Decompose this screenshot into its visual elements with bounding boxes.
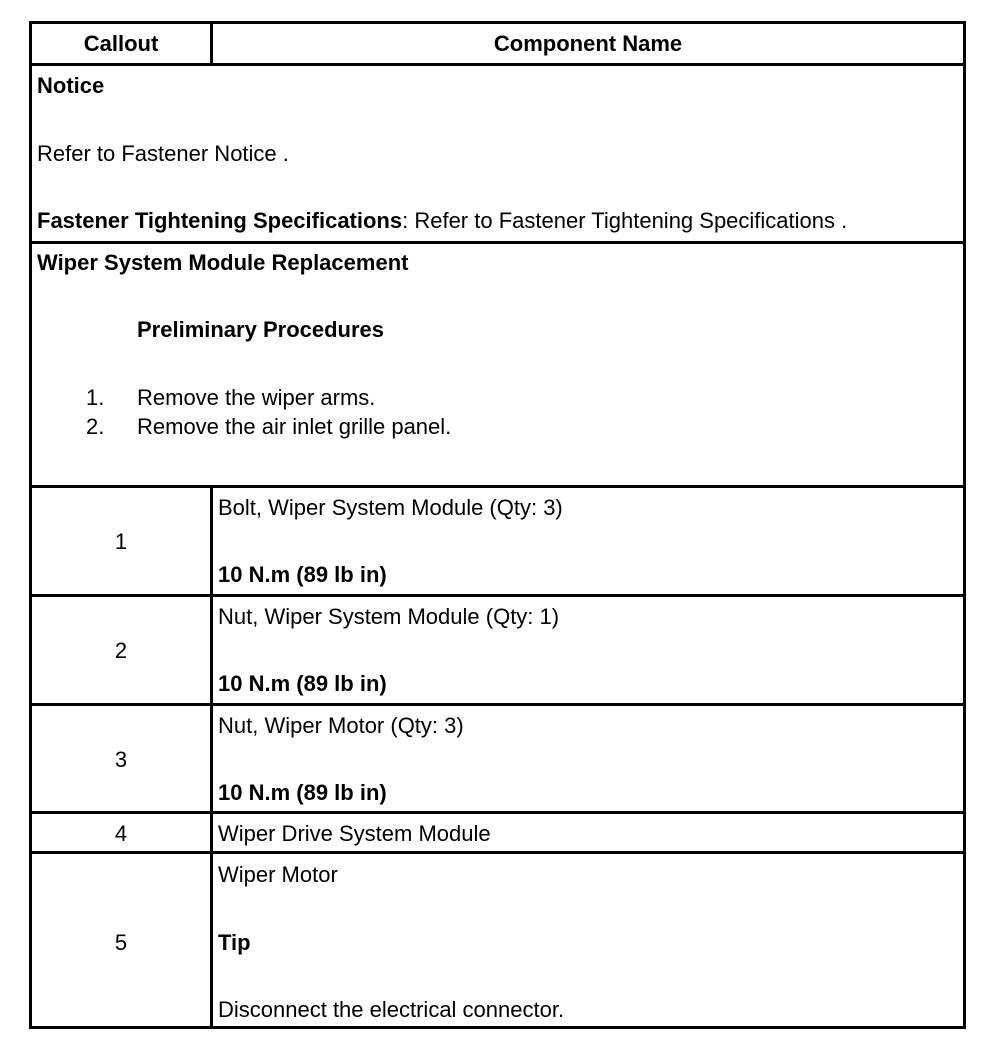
row-divider (32, 851, 963, 854)
notice-text: Refer to Fastener Notice . (37, 141, 289, 166)
tip-text: Disconnect the electrical connector. (218, 997, 565, 1022)
procedure-title: Wiper System Module Replacement (37, 250, 409, 275)
row-divider (32, 811, 963, 814)
torque-spec: 10 N.m (89 lb in) (218, 671, 387, 696)
callout-number: 4 (114, 821, 128, 846)
step-text: Remove the wiper arms. (137, 385, 376, 410)
tip-label: Tip (218, 930, 251, 955)
header-component-name: Component Name (493, 31, 683, 56)
step-number: 1. (86, 385, 105, 410)
component-name: Wiper Motor (218, 862, 338, 887)
row-divider (32, 703, 963, 706)
row-divider (32, 485, 963, 488)
procedure-subtitle: Preliminary Procedures (137, 317, 385, 342)
component-name: Nut, Wiper System Module (Qty: 1) (218, 604, 560, 629)
callout-number: 2 (114, 638, 128, 663)
column-divider (210, 485, 213, 1026)
spec-text: : Refer to Fastener Tightening Specifications . (402, 208, 848, 233)
component-name: Wiper Drive System Module (218, 821, 491, 846)
row-divider (32, 241, 963, 244)
torque-spec: 10 N.m (89 lb in) (218, 780, 387, 805)
callout-number: 3 (114, 747, 128, 772)
spec-label: Fastener Tightening Specifications (37, 208, 403, 233)
step-text: Remove the air inlet grille panel. (137, 414, 452, 439)
torque-spec: 10 N.m (89 lb in) (218, 562, 387, 587)
header-callout: Callout (83, 31, 159, 56)
component-name: Nut, Wiper Motor (Qty: 3) (218, 713, 464, 738)
component-name: Bolt, Wiper System Module (Qty: 3) (218, 495, 563, 520)
notice-spec (37, 208, 847, 234)
callout-number: 5 (114, 930, 128, 955)
notice-title: Notice (37, 73, 105, 98)
row-divider (32, 594, 963, 597)
step-number: 2. (86, 414, 105, 439)
row-divider (32, 63, 963, 66)
callout-number: 1 (114, 529, 128, 554)
component-table (29, 21, 966, 1029)
